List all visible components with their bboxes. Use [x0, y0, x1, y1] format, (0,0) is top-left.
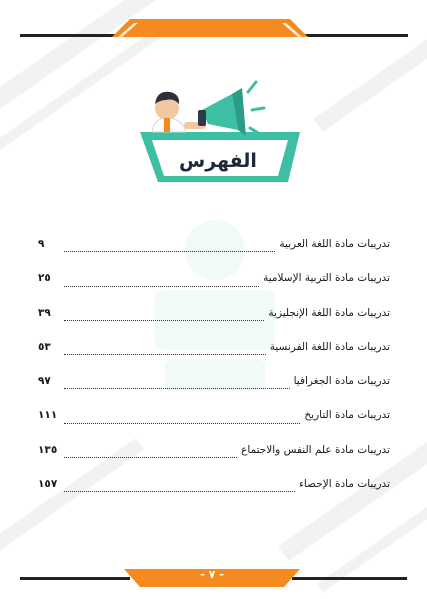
toc-leader-dots	[64, 422, 300, 424]
toc-row[interactable]	[38, 303, 390, 337]
toc-page-number: ١١١	[38, 409, 58, 422]
toc-page-number: ٩٧	[38, 375, 51, 388]
page-number: - ٧ -	[200, 568, 224, 581]
toc-page-number: ٣٩	[38, 306, 51, 319]
toc-leader-dots	[64, 319, 264, 321]
toc-page-number: ٢٥	[38, 272, 51, 285]
toc-leader-dots	[64, 285, 259, 287]
toc-page-number: ١٥٧	[38, 478, 58, 491]
toc-leader-dots	[64, 490, 295, 492]
top-divider-right	[298, 34, 408, 37]
toc-page-number: ٥٣	[38, 340, 51, 353]
toc-entry-label: تدريبات مادة اللغة العربية	[279, 238, 390, 250]
toc-entry-label: تدريبات مادة التربية الإسلامية	[263, 272, 390, 285]
toc-leader-dots	[64, 387, 290, 389]
toc-entry-label: تدريبات مادة علم النفس والاجتماع	[241, 443, 390, 456]
toc-row[interactable]	[38, 474, 390, 508]
toc-row[interactable]	[38, 405, 390, 439]
toc-row[interactable]	[38, 234, 390, 268]
bottom-divider-right	[292, 577, 407, 580]
background-stripe	[313, 4, 427, 132]
toc-entry-label: تدريبات مادة الجغرافيا	[293, 375, 390, 388]
toc-page-number: ٩	[38, 238, 45, 250]
toc-row[interactable]	[38, 337, 390, 371]
bottom-divider-left	[20, 577, 130, 580]
toc-leader-dots	[64, 353, 266, 355]
toc-row[interactable]	[38, 268, 390, 302]
toc-leader-dots	[64, 250, 275, 252]
man-with-megaphone-illustration	[130, 70, 305, 195]
toc-page-number: ١٣٥	[38, 443, 58, 456]
toc-entry-label: تدريبات مادة اللغة الإنجليزية	[268, 306, 390, 319]
page-title: الفهرس	[179, 150, 257, 172]
toc-entry-label: تدريبات مادة الإحصاء	[299, 478, 390, 491]
toc-leader-dots	[64, 456, 237, 458]
toc-entry-label: تدريبات مادة اللغة الفرنسية	[269, 340, 390, 353]
toc-row[interactable]	[38, 440, 390, 474]
top-orange-tab	[112, 17, 308, 39]
toc-entry-label: تدريبات مادة التاريخ	[304, 409, 390, 422]
toc-row[interactable]	[38, 371, 390, 405]
table-of-contents	[38, 234, 390, 508]
top-divider-left	[20, 34, 120, 37]
